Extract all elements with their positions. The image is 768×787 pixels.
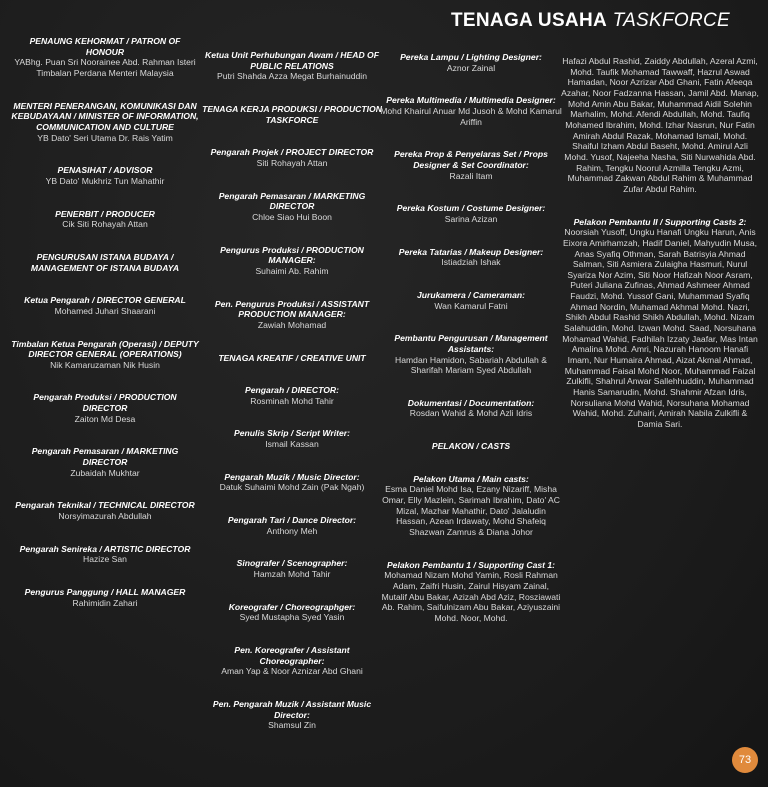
credit-names: Razali Itam	[449, 170, 493, 181]
credit-names: Zawiah Mohamad	[257, 319, 327, 330]
credit-entry	[202, 699, 382, 731]
credit-names: YABhg. Puan Sri Noorainee Abd. Rahman Isteri Timbalan Perdana Menteri Malaysia	[14, 57, 196, 78]
credit-role: Pengarah Senireka / ARTISTIC DIRECTOR	[19, 543, 191, 554]
credit-entry	[202, 353, 382, 364]
credit-names: Mohamed Juhari Shaarani	[54, 305, 156, 316]
credit-names: Noorsiah Yusoff, Ungku Hanafi Ungku Harun, Anis Eixora Amirhamzah, Hadif Daniel, Mahyudin Musa, Anas Syafiq Othman, Sarah Batrisyia Ahmad Salman, Siti Asmiera Zulaigha Hasmuri, Nurul Syariza Nor Azim, Siti Noor Hafizah Noor Asram, Puteri Juliana Zufinas, Ahmad Ashmeer Ahmad Faudzi, Mohd. Yussof Gani, Muhammad Syafiq Ahmad Nordin, Muhamad Akhmal Mohd. Nazri, Shikh Abdul Rashid Shikh Abdullah, Mohd. Nizam Salahuddin, Mohd. Izwan Mohd. Saad, Norsuhana Mohamad Wahid, Fadhilah Izzaty Jaafar, Mas Intan Amalina Mohd. Amri, Nazurah Hanoom Hanafi Imam, Nur Humaira Ahmad, Aizat Akmal Ahmad, Muhammad Faisal Mohd Noor, Muhammad Faizal Zulkifli, Shahrul Anwar Sallehhuddin, Muhammad Hanis Samarudin, Mohd. Shahmir Afzan Idris, Norsuliana Mohd Wahid, Norsuhana Mohamad Wahid, Mohd. Zuhairi, Amirah Nabila Zulkifli & Damia Sari.	[562, 227, 758, 429]
credit-entry	[380, 398, 562, 419]
credit-names: Istiadziah Ishak	[441, 257, 501, 268]
credit-entry	[10, 446, 200, 478]
credit-names: Hamzah Mohd Tahir	[253, 569, 331, 580]
credit-entry	[202, 472, 382, 493]
credit-names: Rosdan Wahid & Mohd Azli Idris	[409, 408, 533, 419]
credit-role: Pengurus Panggung / HALL MANAGER	[24, 587, 186, 598]
credit-role: Dokumentasi / Documentation:	[407, 397, 535, 408]
credit-role: Pereka Multimedia / Multimedia Designer:	[386, 95, 556, 106]
credit-role: Pen. Pengarah Muzik / Assistant Music Director:	[212, 699, 372, 720]
credit-entry	[10, 295, 200, 316]
credit-entry	[202, 104, 382, 125]
page-header	[451, 10, 730, 32]
credit-role: Ketua Unit Perhubungan Awam / HEAD OF PUBLIC RELATIONS	[205, 50, 379, 71]
credit-names: Aznor Zainal	[446, 62, 496, 73]
credit-names: Anthony Meh	[266, 525, 318, 536]
credit-names: Zubaidah Mukhtar	[70, 467, 140, 478]
credit-names: Mohamad Nizam Mohd Yamin, Rosli Rahman Adam, Zaifri Husin, Zairul Hisyam Zainal, Mutalif Abu Bakar, Azizah Abd Aziz, Rosziawati Ab. Rahim, Saifulnizam Abu Bakar, Aziyuszaini Mohd. Noor, Mohd.	[381, 570, 561, 623]
credit-entry	[380, 290, 562, 311]
credit-entry	[10, 209, 200, 230]
credit-names: Zaiton Md Desa	[74, 413, 136, 424]
credit-entry	[10, 101, 200, 144]
credit-entry	[560, 56, 760, 195]
credit-entry	[10, 339, 200, 371]
credit-role: Pelakon Pembantu 1 / Supporting Cast 1:	[386, 559, 556, 570]
credit-role: MENTERI PENERANGAN, KOMUNIKASI DAN KEBUDAYAAN / MINISTER OF INFORMATION, COMMUNICATION AND CULTURE	[11, 100, 199, 132]
credit-role: Timbalan Ketua Pengarah (Operasi) / DEPUTY DIRECTOR GENERAL (OPERATIONS)	[11, 338, 199, 360]
credit-role: PENASIHAT / ADVISOR	[57, 165, 153, 176]
credit-entry	[202, 299, 382, 331]
credit-entry	[380, 560, 562, 624]
credit-role: Penulis Skrip / Script Writer:	[234, 428, 350, 439]
credit-names: Hafazi Abdul Rashid, Zaiddy Abdullah, Azeral Azmi, Mohd. Taufik Mohamad Tawwaff, Hazrul Aswad Hamadan, Noor Azrizar Abd Ghani, Fatin Afeeqa Azahar, Noor Fadzanna Hassan, Jamil Abd. Manap, Mohd Amin Abu Bakar, Muhammad Aidil Solehin Marhalim, Mohd. Afendi Abdullah, Mohd. Taufiq Mohamed Ibrahim, Mohd. Izhar Nasrun, Nur Fatin Amirah Abdul Razak, Mohamad Ismail, Mohd. Shaiful Izham Abdul Baseht, Mohd. Amirul Azli Mohd. Yusof, Najeeha Nasha, Siti Nurwahida Abd. Rahim, Tengku Noorul Azmilla Tengku Azmi, Muhammad Zakwan Abdul Rahim & Muhammad Zufar Abdul Rahim.	[561, 56, 759, 194]
credit-names: Hamdan Hamidon, Sabariah Abdullah & Sharifah Mariam Syed Abdullah	[395, 354, 547, 376]
credit-names: Suhaimi Ab. Rahim	[255, 265, 329, 276]
credit-entry	[10, 252, 200, 273]
credit-role: Pen. Koreografer / Assistant Choreographer:	[234, 645, 350, 666]
credit-entry	[380, 149, 562, 181]
credit-names: YB Dato' Mukhriz Tun Mahathir	[45, 175, 165, 186]
credit-entry	[380, 333, 562, 376]
credit-names: YB Dato' Seri Utama Dr. Rais Yatim	[37, 132, 173, 143]
credit-names: Nik Kamaruzaman Nik Husin	[50, 359, 160, 370]
credit-names: Rahimidin Zahari	[72, 597, 138, 608]
credit-role: Pembantu Pengurusan / Management Assistants:	[394, 333, 548, 354]
credit-role: Jurukamera / Cameraman:	[417, 289, 525, 300]
credit-entry	[380, 52, 562, 73]
credit-role: Ketua Pengarah / DIRECTOR GENERAL	[24, 295, 186, 306]
credit-role: PENERBIT / PRODUCER	[55, 208, 155, 219]
credit-role: Pereka Lampu / Lighting Designer:	[400, 52, 542, 62]
credit-role: Pereka Prop & Penyelaras Set / Props Designer & Set Coordinator:	[394, 149, 548, 170]
credit-entry	[202, 558, 382, 579]
credit-names: Siti Rohayah Attan	[256, 157, 328, 168]
credit-names: Rosminah Mohd Tahir	[250, 395, 334, 406]
credit-entry	[380, 441, 562, 452]
credit-role: TENAGA KERJA PRODUKSI / PRODUCTION TASKFORCE	[202, 103, 382, 125]
credit-names: Aman Yap & Noor Aznizar Abd Ghani	[221, 666, 363, 677]
credit-role: TENAGA KREATIF / CREATIVE UNIT	[218, 352, 366, 363]
credit-entry	[202, 515, 382, 536]
credit-entry	[202, 428, 382, 449]
credit-role: Pengarah Projek / PROJECT DIRECTOR	[210, 147, 374, 158]
credit-role: Pengarah Teknikal / TECHNICAL DIRECTOR	[15, 500, 195, 511]
credit-names: Mohd Khairul Anuar Md Jusoh & Mohd Kamarul Ariffin	[380, 105, 562, 127]
credit-role: Pengarah Muzik / Music Director:	[224, 471, 360, 482]
credit-role: Pengarah Produksi / PRODUCTION DIRECTOR	[33, 392, 177, 414]
credit-entry	[202, 245, 382, 277]
credit-names: Cik Siti Rohayah Attan	[62, 219, 148, 230]
credit-entry	[202, 191, 382, 223]
credit-role: Pereka Kostum / Costume Designer:	[396, 203, 546, 214]
credit-role: Sinografer / Scenographer:	[236, 558, 348, 569]
credit-role: Pengurus Produksi / PRODUCTION MANAGER:	[220, 244, 364, 266]
credit-entry	[202, 50, 382, 82]
credits-column-4	[560, 56, 760, 430]
credit-entry	[10, 392, 200, 424]
page-number: 73	[732, 747, 758, 773]
credit-names: Ismail Kassan	[265, 439, 319, 450]
credit-entry	[202, 602, 382, 623]
credit-entry	[202, 147, 382, 168]
credit-role: PELAKON / CASTS	[431, 441, 511, 452]
credit-role: Pengarah Tari / Dance Director:	[227, 515, 357, 526]
credit-role: PENGURUSAN ISTANA BUDAYA / MANAGEMENT OF ISTANA BUDAYA	[30, 251, 180, 273]
credits-column-2	[202, 50, 382, 731]
credit-role: Pengarah Pemasaran / MARKETING DIRECTOR	[31, 446, 179, 468]
credit-role: Pelakon Pembantu II / Supporting Casts 2:	[573, 216, 747, 227]
credits-column-1	[10, 36, 200, 608]
credit-entry	[10, 587, 200, 608]
credit-names: Esma Daniel Mohd Isa, Ezany Nizariff, Misha Omar, Elly Mazlein, Sarimah Ibrahim, Dato' AC Mizal, Mazhar Mahathir, Dato' Jalaludin Hassan, Azean Irdawaty, Mohd Shafeiq Shazwan Zamrus & Diana Johor	[382, 484, 560, 538]
credit-role: Koreografer / Choreographger:	[228, 601, 356, 612]
credit-entry	[380, 474, 562, 538]
credit-role: Pen. Pengurus Produksi / ASSISTANT PRODUCTION MANAGER:	[214, 298, 370, 320]
credit-names: Syed Mustapha Syed Yasin	[239, 612, 345, 623]
credit-names: Sarina Azizan	[444, 213, 498, 224]
credit-role: PENAUNG KEHORMAT / PATRON OF HONOUR	[29, 36, 181, 57]
credit-entry	[380, 247, 562, 268]
credit-entry	[10, 165, 200, 186]
header-subtitle: TASKFORCE	[612, 10, 730, 31]
credit-entry	[202, 385, 382, 406]
credit-entry	[10, 36, 200, 79]
credit-entry	[10, 544, 200, 565]
header-title: TENAGA USAHA	[451, 10, 607, 31]
credits-column-3	[380, 52, 562, 624]
credit-role: Pengarah / DIRECTOR:	[245, 385, 339, 396]
credit-role: Pelakon Utama / Main casts:	[413, 473, 529, 484]
credit-entry	[560, 217, 760, 430]
credit-names: Hazize San	[83, 554, 127, 565]
credit-entry	[10, 500, 200, 521]
credit-entry	[380, 95, 562, 127]
credit-role: Pengarah Pemasaran / MARKETING DIRECTOR	[218, 190, 366, 212]
credit-names: Datuk Suhaimi Mohd Zain (Pak Ngah)	[219, 482, 365, 493]
credit-role: Pereka Tatarias / Makeup Designer:	[398, 246, 544, 257]
credit-names: Chloe Siao Hui Boon	[252, 211, 332, 222]
credit-names: Norsyimazurah Abdullah	[58, 511, 152, 522]
credit-entry	[380, 203, 562, 224]
credit-names: Shamsul Zin	[268, 720, 316, 731]
credit-names: Putri Shahda Azza Megat Burhainuddin	[216, 71, 367, 82]
credit-entry	[202, 645, 382, 677]
credit-names: Wan Kamarul Fatni	[434, 300, 508, 311]
